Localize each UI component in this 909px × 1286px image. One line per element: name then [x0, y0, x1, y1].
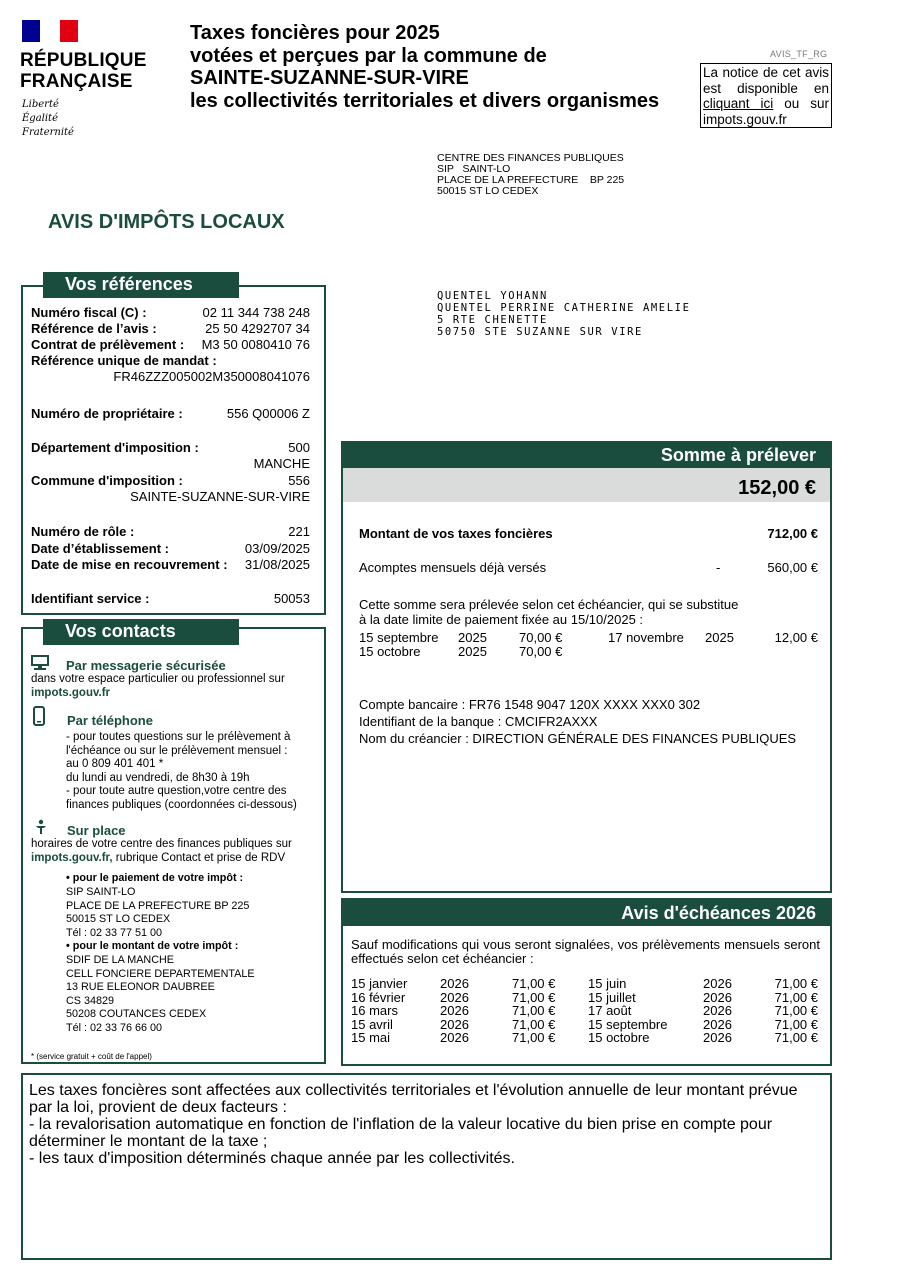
echeance-annee: 2026 [440, 1016, 469, 1032]
numero-fiscal: 02 11 344 738 248 [202, 305, 310, 320]
identifiant-banque: Identifiant de la banque : CMCIFR2AXXX [359, 714, 598, 729]
echeance-mois: 15 juin [588, 976, 627, 991]
role-label: Numéro de rôle : [31, 524, 135, 539]
proprietaire-label: Numéro de propriétaire : [31, 406, 183, 421]
echeance-annee: 2026 [703, 1030, 732, 1045]
commune-label: Commune d'imposition : [31, 473, 183, 488]
montant-taxes-label: Montant de vos taxes foncières [359, 526, 553, 541]
address-line: QUENTEL PERRINE CATHERINE AMELIE [437, 302, 691, 314]
echeance-annee: 2026 [440, 989, 469, 1005]
footnote: * (service gratuit + coût de l'appel) [31, 1052, 152, 1061]
recouv-label: Date de mise en recouvrement : [31, 557, 228, 572]
computer-icon [31, 655, 49, 671]
impots-gouv-link[interactable]: impots.gouv.fr [31, 687, 111, 699]
devise-fraternite: Fraternité [22, 127, 74, 138]
dept-label: Département d'imposition : [31, 440, 199, 455]
info-paragraph: Les taxes foncières sont affectées aux collectivités territoriales et l'évolution annuelle de leur montant prévue par la loi, provient de deux facteurs : [29, 1082, 798, 1116]
recouv: 31/08/2025 [244, 557, 310, 572]
mandat: FR46ZZZ005002M350008041076 [113, 369, 310, 384]
echeance-montant: 71,00 € [512, 989, 556, 1005]
avis-title: AVIS D'IMPÔTS LOCAUX [48, 211, 285, 233]
numero-fiscal-label: Numéro fiscal (C) : [31, 305, 147, 320]
telephone-heading: Par téléphone [67, 713, 153, 728]
paiement-address [66, 886, 249, 940]
service-label: Identifiant service : [31, 591, 150, 606]
echeance-mois: 15 juillet [588, 989, 636, 1005]
paiement-heading: • pour le paiement de votre impôt : [66, 872, 244, 884]
montant-address [66, 954, 255, 1035]
montant-line: 13 RUE ELEONOR DAUBREE [66, 981, 215, 993]
paiement-line: PLACE DE LA PREFECTURE BP 225 [66, 899, 250, 912]
address-line: 5 RTE CHENETTE [437, 314, 548, 326]
echeance-montant: 71,00 € [512, 1003, 556, 1018]
tel-line: - pour toutes questions sur le prélèvement à [66, 731, 291, 743]
devise-egalite: Égalité [22, 113, 58, 124]
ref-avis-label: Référence de l’avis : [31, 321, 157, 336]
somme-heading: Somme à prélever [343, 443, 830, 468]
tel-line: finances publiques (coordonnées ci-dessous) [66, 798, 297, 811]
tel-line: l'échéance ou sur le prélèvement mensuel : [66, 744, 288, 757]
flag-icon [22, 20, 78, 42]
echeancier-montant: 70,00 € [519, 630, 563, 645]
sur-place-heading: Sur place [67, 823, 126, 838]
somme-panel [341, 441, 832, 893]
montant-line: CELL FONCIERE DEPARTEMENTALE [66, 967, 255, 980]
person-icon [33, 819, 49, 835]
title-line-4: les collectivités territoriales et divers organismes [190, 89, 660, 112]
paiement-line: Tél : 02 33 77 51 00 [66, 926, 163, 939]
mandat-label: Référence unique de mandat : [31, 353, 217, 368]
echeance-mois: 15 septembre [588, 1016, 668, 1032]
avis-code: AVIS_TF_RG [770, 49, 828, 59]
etab: 03/09/2025 [244, 541, 310, 556]
tel-line: au 0 809 401 401 * [66, 758, 164, 770]
logo-line-2: FRANÇAISE [20, 71, 133, 92]
echeance-montant: 71,00 € [774, 989, 818, 1005]
echeance-annee: 2026 [440, 976, 469, 991]
echeance-montant: 71,00 € [774, 976, 818, 991]
tel-line: - pour toute autre question,votre centre des [66, 785, 287, 797]
echeancier-annee: 2025 [705, 630, 734, 645]
address-line: 50750 STE SUZANNE SUR VIRE [437, 326, 643, 338]
montant-heading: • pour le montant de votre impôt : [66, 940, 239, 952]
sur-place-text-2 [31, 852, 285, 866]
echeance-mois: 15 octobre [588, 1030, 650, 1045]
echeancier-montant: 12,00 € [774, 630, 818, 645]
echeance-annee: 2026 [440, 1030, 469, 1045]
echeance-mois: 16 février [351, 989, 406, 1005]
echeance-montant: 71,00 € [774, 1003, 818, 1018]
montant-line: 50208 COUTANCES CEDEX [66, 1008, 207, 1020]
ref-avis: 25 50 4292707 34 [205, 321, 310, 336]
echeance-annee: 2026 [703, 1003, 732, 1018]
impots-gouv-link-2[interactable]: impots.gouv.fr, [31, 852, 113, 864]
compte-bancaire: Compte bancaire : FR76 1548 9047 120X XXXX XXX0 302 [359, 697, 701, 712]
echeance-annee: 2026 [703, 1016, 732, 1032]
notice-text-1: La notice de cet avis est disponible en [703, 65, 829, 96]
commune-code: 556 [288, 473, 310, 488]
echeancier-text-2: à la date limite de paiement fixée au 15/10/2025 : [359, 612, 644, 627]
echeance-annee: 2026 [703, 989, 732, 1005]
notice-link[interactable]: cliquant ici [703, 96, 774, 111]
echeancier-mois: 15 octobre [359, 644, 421, 659]
paiement-line: 50015 ST LO CEDEX [66, 913, 171, 925]
echeancier-montant: 70,00 € [519, 644, 563, 659]
echeance-montant: 71,00 € [774, 1016, 818, 1032]
contrat-label: Contrat de prélèvement : [31, 337, 185, 352]
commune-name: SAINTE-SUZANNE-SUR-VIRE [130, 489, 310, 504]
logo-line-1: RÉPUBLIQUE [20, 50, 147, 71]
title-line-1: Taxes foncières pour 2025 [190, 22, 440, 44]
echeance-annee: 2026 [703, 976, 732, 991]
echeances-intro: Sauf modifications qui vous seront signalées, vos prélèvements mensuels seront effectués selon cet échéancier : [351, 937, 820, 966]
document-title [190, 22, 700, 112]
montant-taxes: 712,00 € [767, 526, 818, 541]
echeance-montant: 71,00 € [774, 1030, 818, 1045]
echeance-mois: 15 avril [351, 1016, 393, 1032]
sur-place-text: horaires de votre centre des finances publiques sur [31, 838, 292, 850]
echeance-montant: 71,00 € [512, 1016, 556, 1032]
title-line-2: votées et perçues par la commune de [190, 44, 547, 67]
phone-icon [33, 706, 45, 726]
info-paragraph: - les taux d'imposition déterminés chaque année par les collectivités. [29, 1150, 515, 1167]
etab-label: Date d’établissement : [31, 541, 169, 556]
republique-francaise-logo [20, 20, 154, 138]
echeance-montant: 71,00 € [512, 976, 556, 991]
nom-creancier: Nom du créancier : DIRECTION GÉNÉRALE DES FINANCES PUBLIQUES [359, 731, 797, 746]
dept-code: 500 [288, 440, 310, 455]
devise [22, 98, 74, 140]
devise-liberte: Liberté [22, 99, 59, 110]
montant-line: CS 34829 [66, 994, 115, 1007]
echeance-mois: 17 août [588, 1003, 632, 1018]
echeancier-text-1: Cette somme sera prélevée selon cet échéancier, qui se substitue [359, 597, 739, 612]
address-line: QUENTEL YOHANN [437, 290, 548, 302]
telephone-details [66, 731, 297, 812]
notice-box [700, 63, 832, 128]
messagerie-heading: Par messagerie sécurisée [66, 658, 226, 673]
tel-line: du lundi au vendredi, de 8h30 à 19h [66, 771, 250, 784]
paiement-line: SIP SAINT-LO [66, 886, 136, 898]
montant-line: Tél : 02 33 76 66 00 [66, 1021, 163, 1034]
contacts-tab: Vos contacts [43, 619, 239, 645]
info-panel [21, 1073, 832, 1260]
somme-value: 152,00 € [343, 468, 830, 502]
dept-name: MANCHE [253, 456, 310, 471]
service: 50053 [273, 591, 310, 606]
echeance-annee: 2026 [440, 1003, 469, 1018]
echeancier-annee: 2025 [458, 644, 487, 659]
proprietaire: 556 Q00006 Z [226, 406, 310, 421]
echeance-mois: 15 janvier [351, 976, 408, 991]
info-paragraph: - la revalorisation automatique en fonction de l'inflation de la valeur locative du bien prise en compte pour déterminer le montant de la taxe ; [29, 1116, 773, 1150]
echeance-montant: 71,00 € [512, 1030, 556, 1045]
echeance-mois: 16 mars [351, 1003, 398, 1018]
echeancier-mois: 15 septembre [359, 630, 439, 645]
recipient-address [437, 290, 691, 338]
acomptes-label: Acomptes mensuels déjà versés [359, 560, 547, 575]
montant-line: SDIF DE LA MANCHE [66, 954, 174, 966]
echeance-mois: 15 mai [351, 1030, 391, 1045]
echeancier-mois: 17 novembre [608, 630, 684, 645]
echeancier-annee: 2025 [458, 630, 487, 645]
acomptes-sign: - [716, 560, 721, 575]
centre-finances-address: CENTRE DES FINANCES PUBLIQUES SIP SAINT-LO PLACE DE LA PREFECTURE BP 225 50015 ST LO CEDEX [437, 152, 625, 197]
references-tab: Vos références [43, 272, 239, 298]
echeances-heading: Avis d'échéances 2026 [343, 900, 830, 926]
acomptes: 560,00 € [767, 560, 818, 575]
contrat: M3 50 0080410 76 [201, 337, 310, 352]
title-line-3: SAINTE-SUZANNE-SUR-VIRE [190, 67, 469, 89]
role: 221 [288, 524, 310, 539]
messagerie-text: dans votre espace particulier ou professionnel sur [31, 673, 285, 685]
notice-text-2: ou sur impots.gouv.fr [703, 96, 829, 127]
sur-place-rdv: rubrique Contact et prise de RDV [112, 852, 286, 864]
